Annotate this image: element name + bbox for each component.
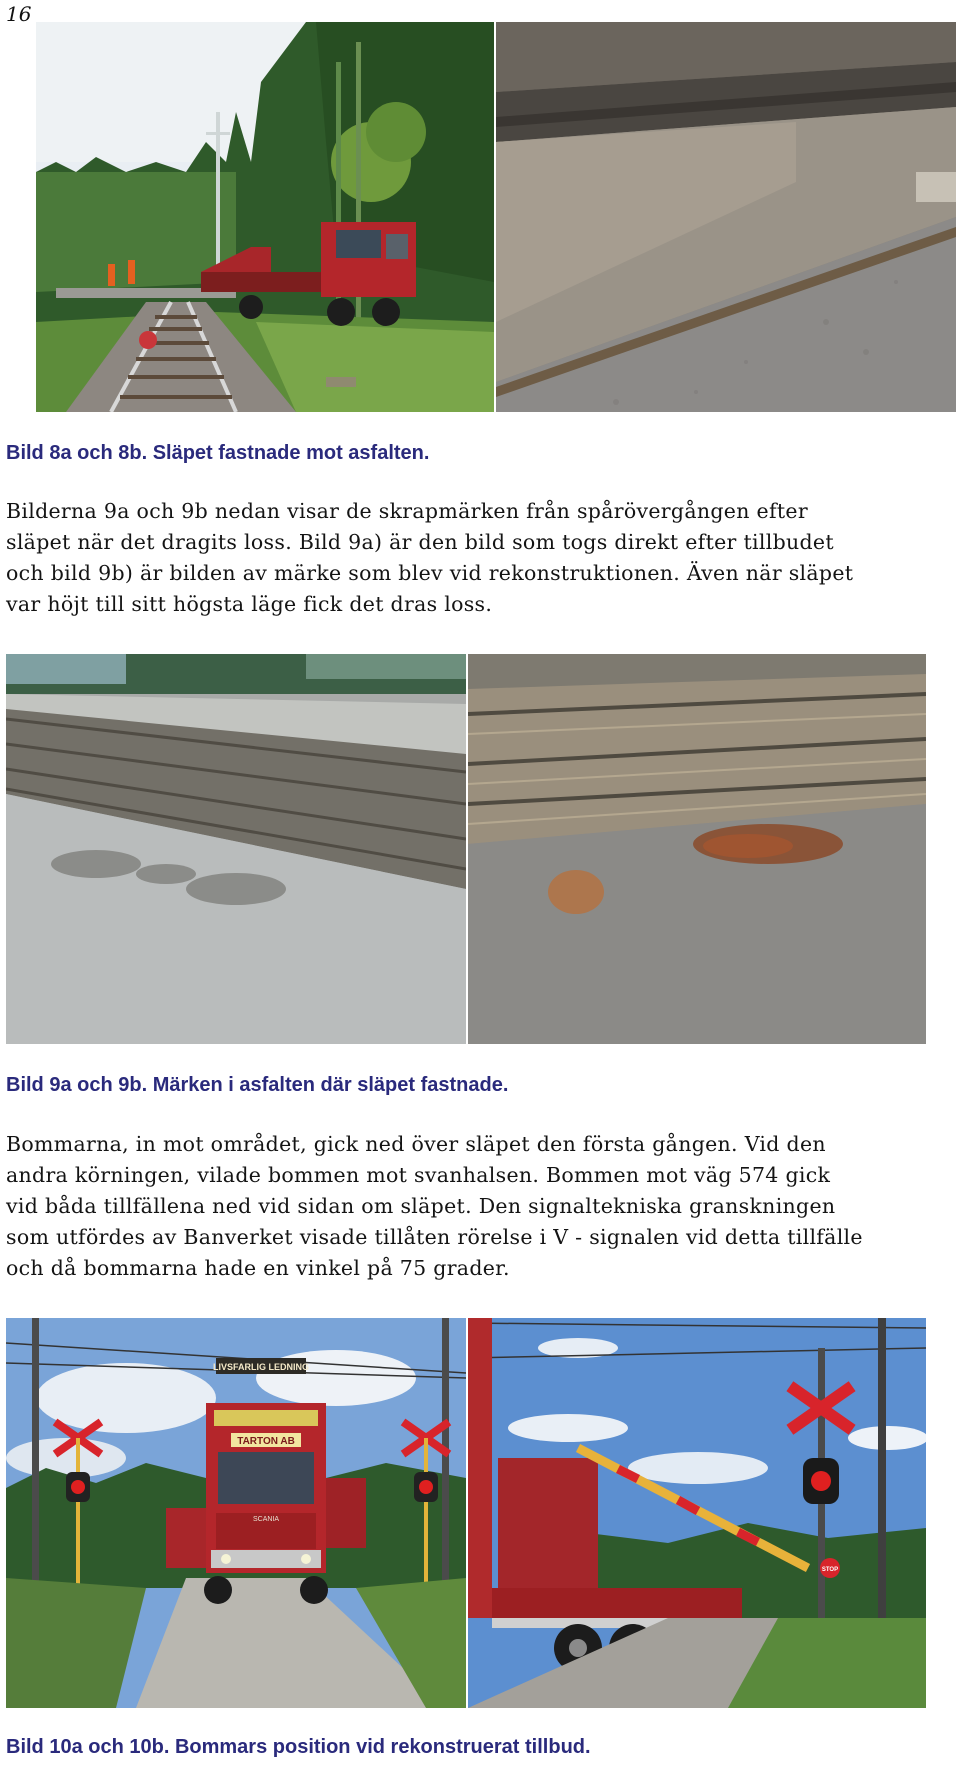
paragraph-2-line: vid båda tillfällena ned vid sidan om släpet. Den signaltekniska granskningen <box>6 1194 836 1218</box>
paragraph-2-line: andra körningen, vilade bommen mot svanhalsen. Bommen mot väg 574 gick <box>6 1163 831 1187</box>
stop-sign: STOP <box>821 1567 839 1573</box>
paragraph-2-line: som utfördes av Banverket visade tillåten rörelse i V - signalen vid detta tillfälle <box>6 1225 863 1249</box>
crossing-overhead-sign: LIVSFARLIG LEDNING <box>212 1362 310 1372</box>
paragraph-1-line: släpet när det dragits loss. Bild 9a) är den bild som togs direkt efter tillbudet <box>6 530 834 554</box>
paragraph-1 <box>6 496 958 620</box>
paragraph-1-line: Bilderna 9a och 9b nedan visar de skrapmärken från spårövergången efter <box>6 499 808 523</box>
paragraph-2-line: och då bommarna hade en vinkel på 75 grader. <box>6 1256 510 1280</box>
paragraph-2-line: Bommarna, in mot området, gick ned över släpet den första gången. Vid den <box>6 1132 826 1156</box>
truck-company-plate: TARTON AB <box>237 1436 295 1447</box>
photo-8a-railway-crossing <box>36 22 494 412</box>
photo-9a-crossing-planks <box>6 654 466 1044</box>
figure-10-caption: Bild 10a och 10b. Bommars position vid rekonstruerat tillbud. <box>6 1736 591 1758</box>
figure-9-caption: Bild 9a och 9b. Märken i asfalten där släpet fastnade. <box>6 1074 509 1096</box>
figure-8-caption: Bild 8a och 8b. Släpet fastnade mot asfalten. <box>6 442 430 464</box>
paragraph-1-line: var höjt till sitt högsta läge fick det dras loss. <box>6 592 493 616</box>
paragraph-1-line: och bild 9b) är bilden av märke som blev vid rekonstruktionen. Även när släpet <box>6 561 854 585</box>
photo-10b-barrier-over-trailer <box>468 1318 926 1708</box>
truck-brand: SCANIA <box>252 1516 280 1523</box>
photo-10a-truck-at-crossing <box>6 1318 466 1708</box>
page-number: 16 <box>6 2 32 26</box>
paragraph-2 <box>6 1129 958 1284</box>
photo-8b-trailer-underside <box>496 22 956 412</box>
photo-9b-scrape-marks <box>468 654 926 1044</box>
